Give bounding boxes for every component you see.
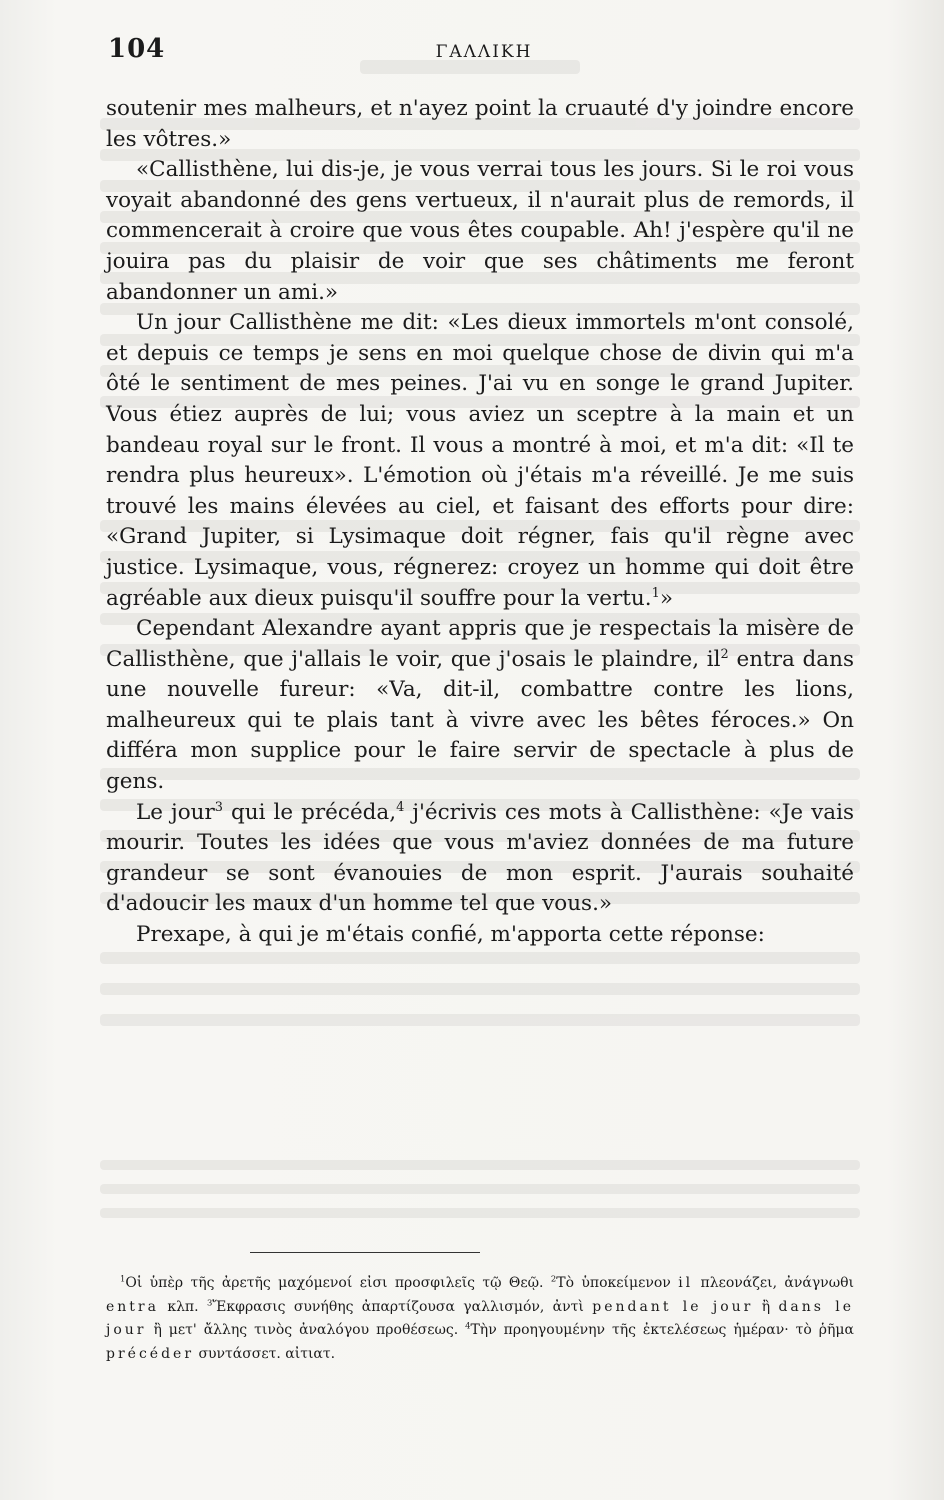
footnote-ref-2: 2 xyxy=(720,646,729,662)
footnote-mark-3: 3 xyxy=(206,1296,213,1307)
footnote-ref-4: 4 xyxy=(396,799,405,815)
footnote-block: $^1$Οἱ ὑπὲρ τῆς ἀρετῆς μαχόμενοί εἰσι προσφιλεῖς τῷ Θεῷ. $^2$Τὸ ὑποκείμενον il πλεονάζει, ἀνάγνωθι entra κλπ. $^3$Ἔκφρασις συνήθης ἀπαρτίζουσα γαλλισμόν, ἀντὶ pendant le jour ἢ dans le jour ἢ μετ' ἄλλης τινὸς ἀναλόγου προθέσεως. $^4$Τὴν προηγουμένην τῆς ἐκτελέσεως ἡμέραν· τὸ ῥῆμα précéder συντάσσετ. αἰτιατ. xyxy=(106,1273,855,1362)
footnote-mark-1: 1 xyxy=(120,1273,126,1284)
paragraph-2: «Callisthène, lui dis-je, je vous verrai tous les jours. Si le roi vous voyait abandonné des gens vertueux, il n'aurait plus de remords, il commencerait à croire que vous êtes coupable. Ah! j'espère qu'il ne jouira pas du plaisir de voir que ses châtiments me feront abandonner un ami.» xyxy=(106,157,854,305)
page-number: 104 xyxy=(108,34,166,64)
footnote-divider xyxy=(250,1252,480,1253)
paragraph-1: soutenir mes malheurs, et n'ayez point la cruauté d'y joindre encore les vôtres.» xyxy=(106,96,854,152)
paragraph-6: Prexape, à qui je m'étais confié, m'apporta cette réponse: xyxy=(136,922,765,948)
footnote-mark-4: 4 xyxy=(465,1320,471,1331)
running-title: ΓΑΛΛΙΚΗ xyxy=(435,42,533,62)
paragraph-3: Un jour Callisthène me dit: «Les dieux immortels m'ont consolé, et depuis ce temps je sens en moi quelque chose de divin qui m'a ôté le sentiment de mes peines. J'ai vu en songe le grand Jupiter. Vous étiez auprès de lui; vous aviez un sceptre à la main et un bandeau royal sur le front. Il vous a montré à moi, et m'a dit: «Il te rendra plus heureux». L'émotion où j'étais m'a réveillé. Je me suis trouvé les mains élevées au ciel, et faisant des efforts pour dire: «Grand Jupiter, si Lysimaque doit régner, fais qu'il règne avec justice. Lysimaque, vous, régnerez: croyez un homme qui doit être agréable aux dieux puisqu'il souffre pour la vertu.$^1$» xyxy=(106,310,854,611)
footnote-ref-1: 1 xyxy=(651,585,660,601)
footnote-ref-3: 3 xyxy=(214,799,223,815)
footnotes xyxy=(106,1272,854,1366)
page-header xyxy=(108,34,860,74)
paragraph-5: Le jour$^3$ qui le précéda,$^4$ j'écrivis ces mots à Callisthène: «Je vais mourir. Toutes les idées que vous m'aviez données de ma future grandeur se sont évanouies de mon esprit. J'aurais souhaité d'adoucir les maux d'un homme tel que vous.» xyxy=(106,799,854,917)
body-text xyxy=(106,94,854,951)
paragraph-4: Cependant Alexandre ayant appris que je respectais la misère de Callisthène, que j'allais le voir, que j'osais le plaindre, $il^2$ entra dans une nouvelle fureur: «Va, dit-il, combattre contre les lions, malheureux qui te plais tant à vivre avec les bêtes féroces.» On différa mon supplice pour le faire servir de spectacle à plus de gens. xyxy=(106,616,855,795)
footnote-mark-2: 2 xyxy=(550,1273,557,1284)
footnote-1: Οἱ ὑπὲρ τῆς ἀρετῆς μαχόμενοί εἰσι προσφιλεῖς τῷ Θεῷ. xyxy=(125,1275,544,1291)
